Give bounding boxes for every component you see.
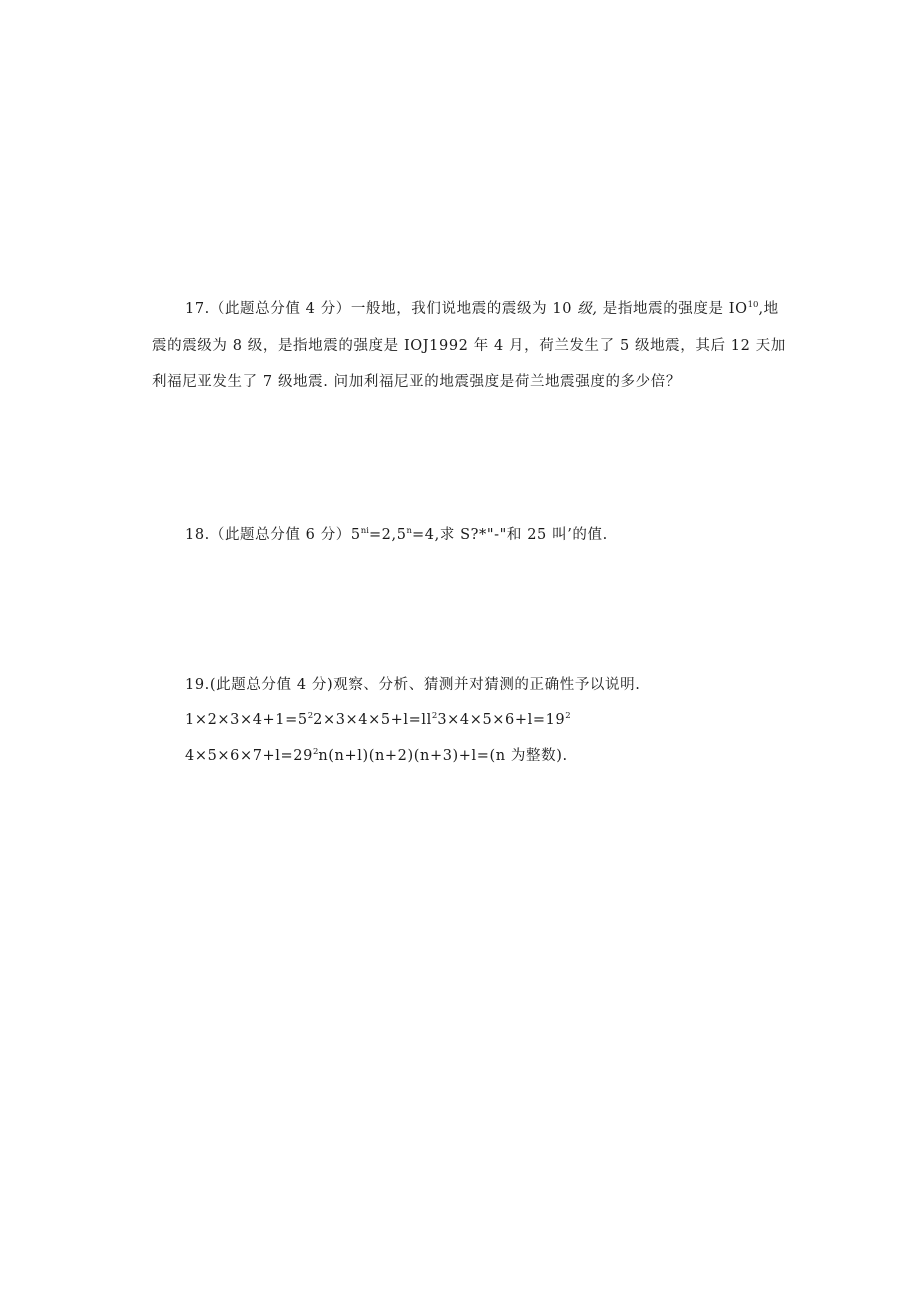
q18-line — [185, 525, 608, 547]
q17-text-italic: 级, — [577, 301, 598, 317]
q19-eq1-a: 1×2×3×4+1=5 — [185, 712, 308, 728]
q17-line-2: 震的震级为 8 级，是指地震的强度是 IOJ1992 年 4 月，荷兰发生了 5 级地震，其后 12 天加 — [152, 338, 786, 354]
q18-text-b: =2,5 — [368, 527, 407, 543]
q17-text-a: 17.（此题总分值 4 分）一般地，我们说地震的震级为 10 — [185, 301, 578, 317]
q17-text-c: ,地 — [758, 301, 779, 317]
q19-eq1-sup3: 2 — [565, 711, 571, 721]
q18-text-a: 18.（此题总分值 6 分）5 — [185, 527, 361, 543]
q17-line-1 — [185, 299, 779, 321]
q17-line-3: 利福尼亚发生了 7 级地震. 问加利福尼亚的地震强度是荷兰地震强度的多少倍？ — [152, 374, 681, 390]
q19-eq2-sup1: 2 — [312, 747, 319, 757]
q19-eq1-b: 2×3×4×5+l=ll — [313, 712, 432, 728]
q19-equation-2 — [185, 746, 568, 768]
q18-text-c: =4,求 S?*"-"和 25 叫’的值. — [412, 527, 608, 543]
q19-eq2-b: n(n+l)(n+2)(n+3)+l=(n 为整数). — [318, 748, 568, 764]
q19-eq1-sup2: 2 — [431, 711, 438, 721]
q18-superscript-2: n — [406, 526, 413, 536]
q19-eq1-sup1: 2 — [307, 711, 314, 721]
q19-eq1-c: 3×4×5×6+l=19 — [437, 712, 566, 728]
q19-line-1: 19.(此题总分值 4 分)观察、分析、猜测并对猜测的正确性予以说明. — [185, 677, 641, 693]
q19-equation-1 — [185, 710, 571, 732]
q18-superscript-1: ni — [360, 526, 369, 536]
q17-text-b: 是指地震的强度是 IO — [597, 301, 748, 317]
q19-eq2-a: 4×5×6×7+l=29 — [185, 748, 313, 764]
q17-superscript: 10 — [747, 300, 759, 310]
